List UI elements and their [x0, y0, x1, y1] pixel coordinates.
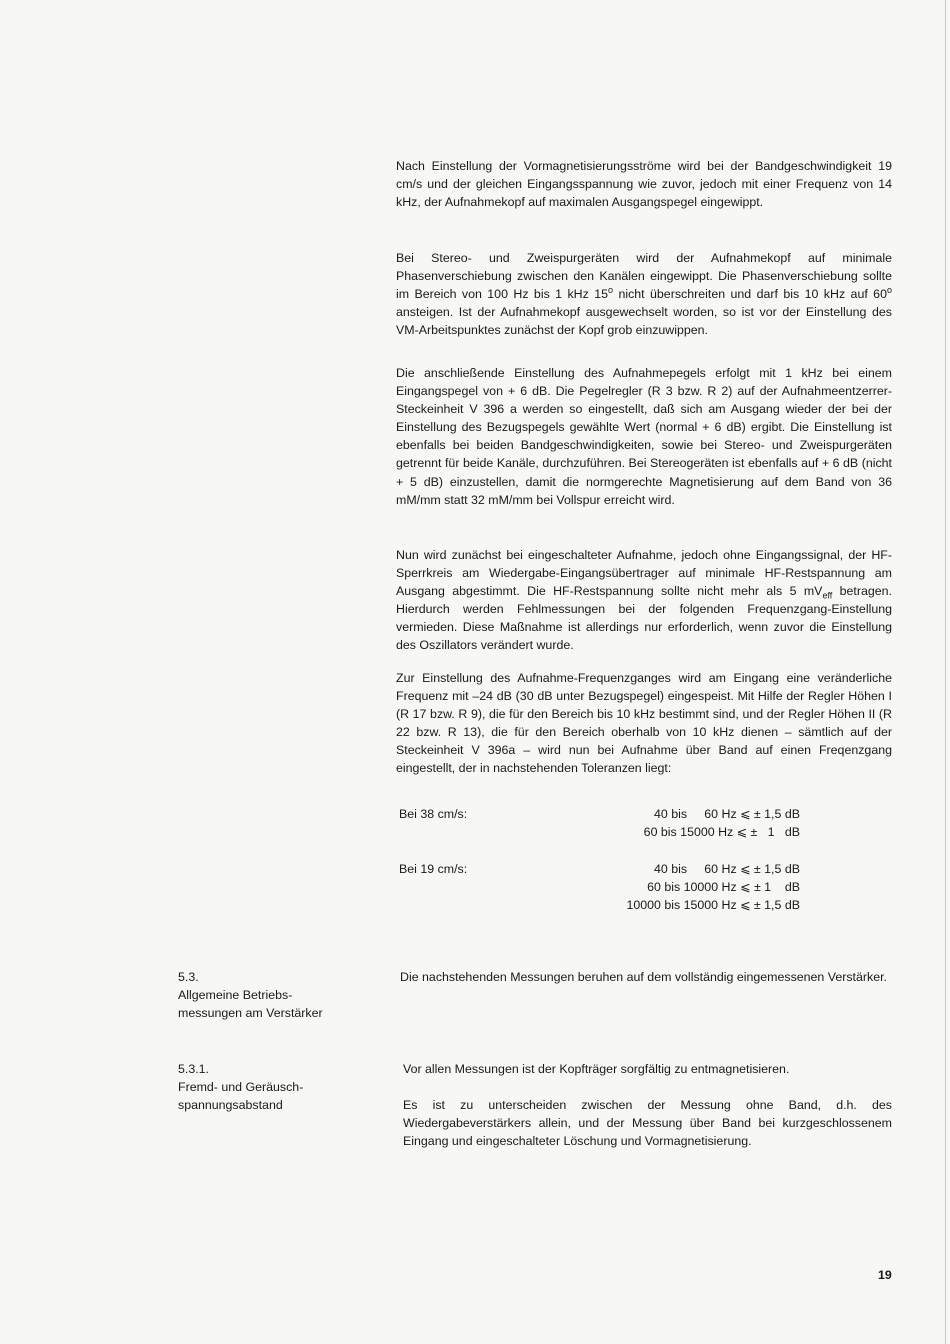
tolerance-label-38: Bei 38 cm/s: [399, 807, 468, 821]
paragraph-hf-sperrkreis [396, 546, 892, 655]
section-title-line: spannungsabstand [178, 1098, 283, 1113]
section-number: 5.3. [178, 970, 199, 984]
paragraph-entmagnetisieren [403, 1060, 892, 1078]
paragraph-vormagnetisierung [396, 157, 892, 211]
section-title-line: Allgemeine Betriebs- [178, 988, 293, 1003]
paragraph-messungen-intro [400, 968, 892, 986]
text-run: nicht überschreiten und darf bis 10 kHz auf 60 [613, 287, 887, 302]
section-heading-5-3 [178, 968, 378, 1022]
tolerance-row: 40 bis 60 Hz ⩽ ± 1,5 dB [654, 807, 800, 821]
section-title-line: Fremd- und Geräusch- [178, 1080, 304, 1095]
subscript-eff: eff [822, 590, 833, 601]
tolerance-row: 40 bis 60 Hz ⩽ ± 1,5 dB [654, 862, 800, 876]
degree-mark: o [608, 285, 614, 296]
text-run: Bei Stereo- und Zweispurgeräten wird der Aufnahmekopf auf minimale Phasenverschiebung zwischen den Kanälen eingewippt. Die Phasenverschiebung sollte im Bereich von 100 Hz bis 1 kHz 15 [396, 251, 892, 302]
paragraph-text: Nach Einstellung der Vormagnetisierungsströme wird bei der Bandgeschwindigkeit 19 cm/s und der gleichen Eingangsspannung wie zuvor, jedoch mit einer Frequenz von 14 kHz, der Aufnahmekopf auf maximalen Ausgangspegel eingewippt. [396, 159, 892, 210]
page-edge-line [945, 0, 946, 1344]
tolerance-list-38 [560, 805, 800, 841]
section-title-line: messungen am Verstärker [178, 1006, 323, 1021]
tolerance-list-19 [560, 860, 800, 914]
paragraph-text: Es ist zu unterscheiden zwischen der Messung ohne Band, d.h. des Wiedergabeverstärkers allein, und der Messung über Band bei kurzgeschlossenem Eingang und eingeschalteter Löschung und Vormagnetisierung. [403, 1098, 892, 1149]
paragraph-aufnahmepegel [396, 364, 892, 509]
tolerance-label-19: Bei 19 cm/s: [399, 862, 468, 876]
paragraph-text: Zur Einstellung des Aufnahme-Frequenzganges wird am Eingang eine veränderliche Frequenz mit –24 dB (30 dB unter Bezugspegel) eingespeist. Mit Hilfe der Regler Höhen I (R 17 bzw. R 9), die für den Bereich bis 10 kHz bestimmt sind, und der Regler Höhen II (R 22 bzw. R 13), die für den Bereich oberhalb von 10 kHz dienen – sämtlich auf der Steckeinheit V 396a – wird nun bei Aufnahme über Band auf einen Freqenzgang eingestellt, der in nachstehenden Toleranzen liegt: [396, 671, 892, 776]
paragraph-frequenzgang [396, 669, 892, 778]
text-run: ansteigen. Ist der Aufnahmekopf ausgewechselt worden, so ist vor der Einstellung des VM-Arbeitspunktes zunächst der Kopf grob einzuwippen. [396, 305, 892, 338]
paragraph-phasenverschiebung [396, 249, 892, 339]
tolerance-row: 60 bis 15000 Hz ⩽ ± 1 dB [643, 825, 800, 840]
paragraph-text: Vor allen Messungen ist der Kopfträger sorgfältig zu entmagnetisieren. [403, 1062, 790, 1076]
tolerance-row: 10000 bis 15000 Hz ⩽ ± 1,5 dB [626, 898, 800, 913]
tolerance-row: 60 bis 10000 Hz ⩽ ± 1 dB [647, 880, 800, 895]
paragraph-text: Die nachstehenden Messungen beruhen auf dem vollständig eingemessenen Verstärker. [400, 970, 887, 984]
degree-mark: o [886, 285, 892, 296]
paragraph-text [396, 249, 892, 339]
text-run: Nun wird zunächst bei eingeschalteter Aufnahme, jedoch ohne Eingangssignal, der HF-Sperrkreis am Wiedergabe-Eingangsübertrager auf minimale HF-Restspannung am Ausgang abgestimmt. Die HF-Restspannung sollte nicht mehr als 5 mV [396, 548, 892, 599]
paragraph-text [396, 546, 892, 655]
section-heading-5-3-1 [178, 1060, 378, 1114]
text-run: betragen. Hierdurch werden Fehlmessungen bei der folgenden Frequenzgang-Einstellung vermieden. Diese Maßnahme ist allerdings nur erforderlich, wenn zuvor die Einstellung des Oszillators verändert wurde. [396, 584, 892, 653]
paragraph-messung-unterscheidung [403, 1096, 892, 1150]
paragraph-text: Die anschließende Einstellung des Aufnahmepegels erfolgt mit 1 kHz bei einem Eingangspegel von + 6 dB. Die Pegelregler (R 3 bzw. R 2) auf der Aufnahmeentzerrer-Steckeinheit V 396 a werden so eingestellt, daß sich am Ausgang wieder der bei der Einstellung des Bezugspegels gewählte Wert (normal + 6 dB) ergibt. Die Einstellung ist ebenfalls bei beiden Bandgeschwindigkeiten, sowie bei Stereo- und Zweispurgeräten getrennt für beide Kanäle, durchzuführen. Bei Stereogeräten ist ebenfalls auf + 6 dB (nicht + 5 dB) einzustellen, damit die normgerechte Magnetisierung auf dem Band von 36 mM/mm statt 32 mM/mm bei Vollspur erreicht wird. [396, 366, 892, 507]
section-number: 5.3.1. [178, 1062, 210, 1076]
page-number: 19 [878, 1268, 892, 1282]
